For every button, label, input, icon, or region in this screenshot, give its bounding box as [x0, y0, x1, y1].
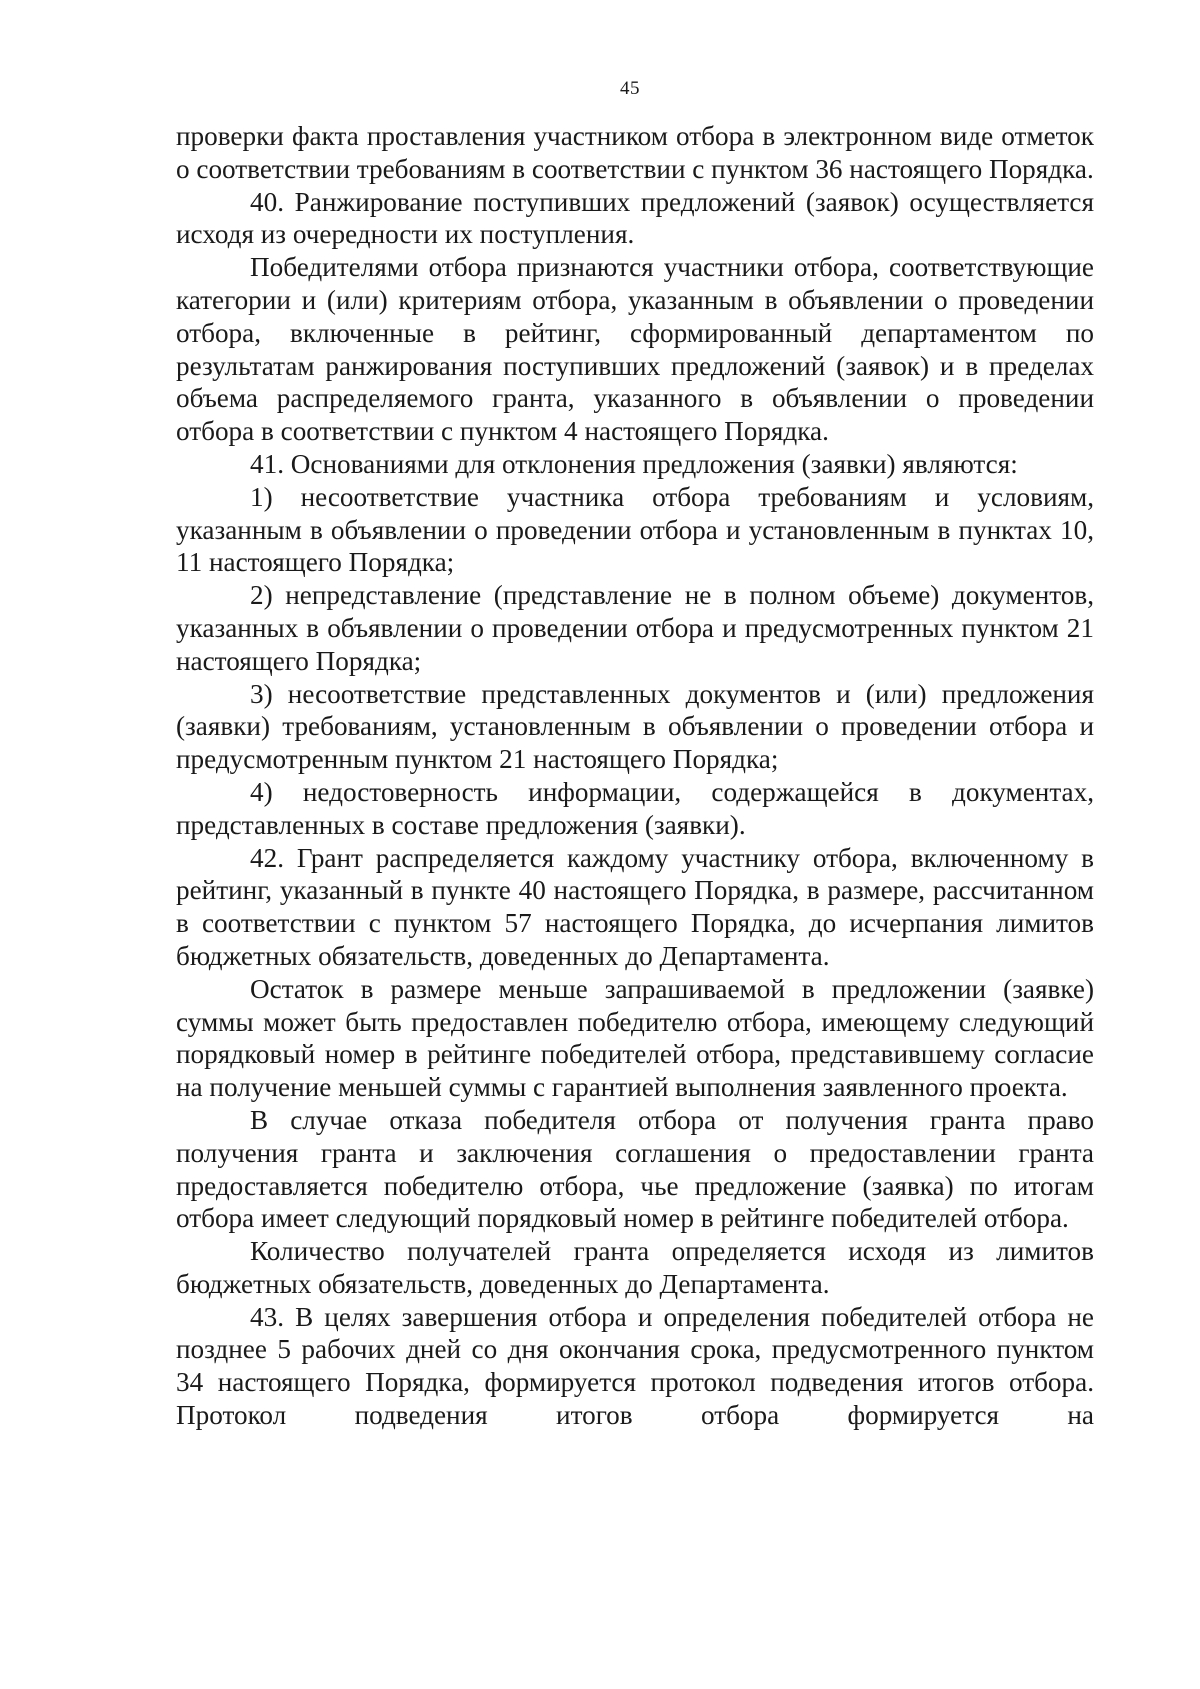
list-item-41-3: 3) несоответствие представленных документов и (или) предложения (заявки) требованиям, установленным в объявлении о проведении отбора и предусмотренным пунктом 21 настоящего Порядка;	[176, 678, 1094, 775]
paragraph-continuation: проверки факта проставления участником отбора в электронном виде отметок о соответствии требованиям в соответствии с пунктом 36 настоящего Порядка.	[176, 121, 1094, 184]
list-item-41-1: 1) несоответствие участника отбора требованиям и условиям, указанным в объявлении о проведении отбора и установленным в пунктах 10, 11 настоящего Порядка;	[176, 481, 1094, 578]
paragraph-item-41: 41. Основаниями для отклонения предложения (заявки) являются:	[250, 448, 1018, 479]
page-number: 45	[620, 78, 640, 99]
paragraph-item-42: 42. Грант распределяется каждому участнику отбора, включенному в рейтинг, указанный в пункте 40 настоящего Порядка, в размере, рассчитанном в соответствии с пунктом 57 настоящего Порядка, до исчерпания лимитов бюджетных обязательств, доведенных до Департамента.	[176, 842, 1094, 971]
paragraph-item-43: 43. В целях завершения отбора и определения победителей отбора не позднее 5 рабочих дней со дня окончания срока, предусмотренного пунктом 34 настоящего Порядка, формируется протокол подведения итогов отбора. Протокол подведения итогов отбора формируется на	[176, 1301, 1094, 1431]
list-item-41-2: 2) непредставление (представление не в полном объеме) документов, указанных в объявлении о проведении отбора и предусмотренных пунктом 21 настоящего Порядка;	[176, 580, 1094, 676]
paragraph-refusal: В случае отказа победителя отбора от получения гранта право получения гранта и заключения соглашения о предоставлении гранта предоставляется победителю отбора, чье предложение (заявка) по итогам отбора имеет следующий порядковый номер в рейтинге победителей отбора.	[176, 1104, 1094, 1234]
list-item-41-4: 4) недостоверность информации, содержащейся в документах, представленных в составе предложения (заявки).	[176, 776, 1094, 840]
paragraph-item-40: 40. Ранжирование поступивших предложений (заявок) осуществляется исходя из очередности их поступления.	[176, 186, 1094, 250]
paragraph-recipients-count: Количество получателей гранта определяется исходя из лимитов бюджетных обязательств, доведенных до Департамента.	[176, 1236, 1094, 1299]
paragraph-remainder: Остаток в размере меньше запрашиваемой в предложении (заявке) суммы может быть предоставлен победителю отбора, имеющему следующий порядковый номер в рейтинге победителей отбора, представившему согласие на получение меньшей суммы с гарантией выполнения заявленного проекта.	[176, 973, 1094, 1103]
paragraph-winners: Победителями отбора признаются участники отбора, соответствующие категории и (или) критериям отбора, указанным в объявлении о проведении отбора, включенные в рейтинг, сформированный департаментом по результатам ранжирования поступивших предложений (заявок) и в пределах объема распределяемого гранта, указанного в объявлении о проведении отбора в соответствии с пунктом 4 настоящего Порядка.	[176, 252, 1094, 447]
document-body	[176, 120, 1094, 1432]
